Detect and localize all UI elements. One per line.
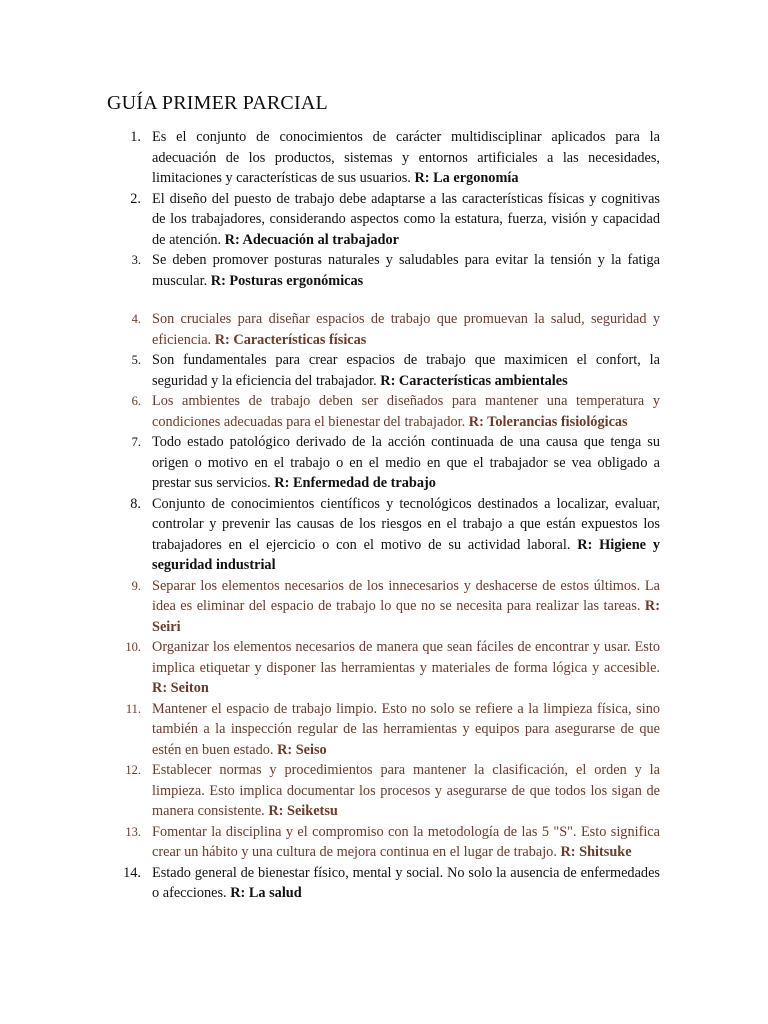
item-number: 7.	[131, 435, 141, 449]
item-answer: R: Shitsuke	[560, 844, 632, 860]
item-answer: R: Seiton	[152, 680, 209, 696]
item-text: Todo estado patológico derivado de la acción continuada de una causa que tenga su origen o motivo en el trabajo o en el medio en que el trabajador se vea obligado a prestar sus servicios.	[152, 434, 660, 491]
item-text: Organizar los elementos necesarios de manera que sean fáciles de encontrar y usar. Esto implica etiquetar y disponer las herramientas y materiales de forma lógica y accesible.	[152, 639, 660, 676]
item-text: Mantener el espacio de trabajo limpio. Esto no solo se refiere a la limpieza física, sino también a la inspección regular de las herramientas y equipos para asegurarse de que estén en buen estado.	[152, 700, 660, 758]
item-text: Se deben promover posturas naturales y saludables para evitar la tensión y la fatiga muscular.	[152, 252, 660, 289]
item-answer: R: Adecuación al trabajador	[224, 231, 399, 248]
item-answer: R: La ergonomía	[414, 170, 519, 186]
list-item	[107, 699, 660, 761]
item-text: Establecer normas y procedimientos para mantener la clasificación, el orden y la limpieza. Esto implica documentar los procesos y asegurarse de que todos los sigan de manera consistente.	[152, 762, 660, 819]
question-list	[107, 127, 660, 904]
item-answer: R: Enfermedad de trabajo	[274, 475, 436, 491]
list-item	[107, 250, 660, 291]
item-text: Es el conjunto de conocimientos de carácter multidisciplinar aplicados para la adecuación de los productos, sistemas y entornos artificiales a las necesidades, limitaciones y características de sus usuarios.	[152, 129, 660, 186]
item-text: Los ambientes de trabajo deben ser diseñados para mantener una temperatura y condiciones adecuadas para el bienestar del trabajador.	[152, 393, 660, 430]
list-item	[107, 637, 660, 699]
item-answer: R: Características ambientales	[380, 372, 568, 389]
item-number: 6.	[131, 394, 141, 408]
item-number: 13.	[125, 824, 141, 839]
item-answer: R: Seiri	[152, 598, 660, 635]
item-number: 5.	[131, 353, 141, 367]
item-text: Son cruciales para diseñar espacios de trabajo que promuevan la salud, seguridad y eficiencia.	[152, 311, 660, 348]
item-number: 8.	[130, 495, 141, 512]
list-item	[107, 863, 660, 904]
list-item	[107, 576, 660, 638]
list-item	[107, 391, 660, 432]
item-answer: R: Higiene y seguridad industrial	[152, 536, 660, 573]
item-number: 14.	[123, 864, 141, 881]
item-text: Conjunto de conocimientos científicos y tecnológicos destinados a localizar, evaluar, controlar y prevenir las causas de los riesgos en el trabajo a que están expuestos los trabajadores en el ejercicio o con el motivo de su actividad laboral.	[152, 495, 660, 553]
item-text: El diseño del puesto de trabajo debe adaptarse a las características físicas y cognitivas de los trabajadores, considerando aspectos como la estatura, fuerza, visión y capacidad de atención.	[152, 190, 660, 248]
item-number: 9.	[131, 578, 141, 593]
item-answer: R: Tolerancias fisiológicas	[468, 413, 628, 430]
page-title: GUÍA PRIMER PARCIAL	[107, 92, 328, 114]
list-item	[107, 189, 660, 251]
item-number: 3.	[131, 253, 141, 267]
item-number: 12.	[125, 763, 141, 777]
item-number: 11.	[125, 701, 141, 716]
item-text: Separar los elementos necesarios de los innecesarios y deshacerse de estos últimos. La idea es eliminar del espacio de trabajo lo que no se necesita para realizar las tareas.	[152, 577, 660, 614]
item-text: Son fundamentales para crear espacios de trabajo que maximicen el confort, la seguridad y la eficiencia del trabajador.	[152, 352, 660, 389]
list-item	[107, 822, 660, 863]
item-text: Fomentar la disciplina y el compromiso con la metodología de las 5 "S". Esto significa crear un hábito y una cultura de mejora continua en el lugar de trabajo.	[152, 823, 660, 860]
list-item	[107, 127, 660, 189]
item-number: 1.	[130, 129, 141, 145]
list-item	[107, 432, 660, 494]
item-answer: R: Seiso	[277, 741, 327, 758]
item-answer: R: La salud	[230, 885, 302, 901]
list-item	[107, 760, 660, 822]
list-item	[107, 309, 660, 350]
item-number: 10.	[125, 640, 141, 654]
item-number: 4.	[131, 312, 141, 326]
list-item	[107, 494, 660, 576]
item-text: Estado general de bienestar físico, mental y social. No solo la ausencia de enfermedades o afecciones.	[152, 864, 660, 901]
item-answer: R: Seiketsu	[268, 803, 338, 819]
list-item	[107, 350, 660, 391]
item-number: 2.	[130, 190, 141, 207]
item-answer: R: Posturas ergonómicas	[210, 272, 364, 289]
item-answer: R: Características físicas	[214, 331, 367, 348]
